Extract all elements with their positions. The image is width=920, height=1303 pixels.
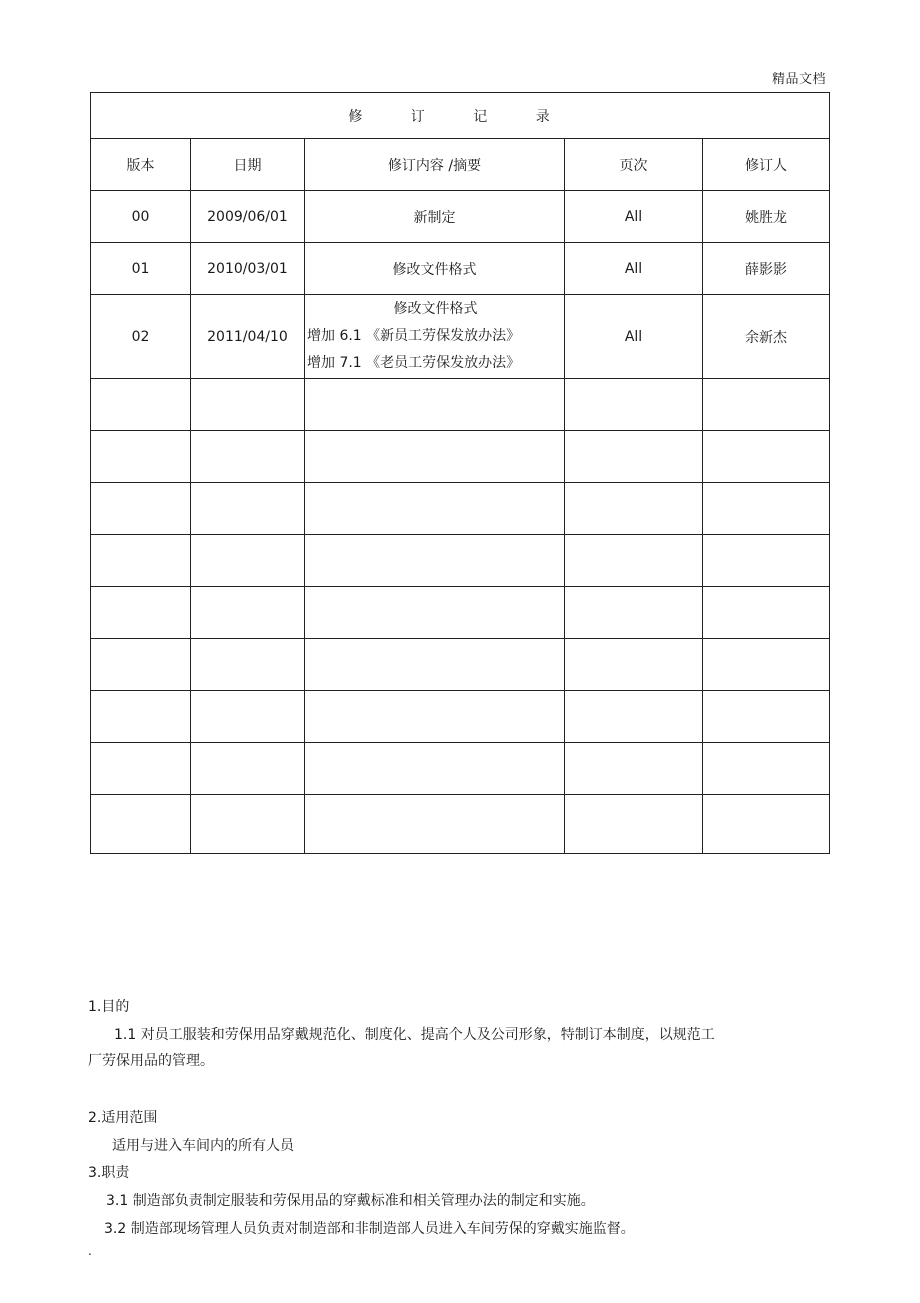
table-row	[91, 243, 830, 295]
revision-record-table	[90, 92, 830, 854]
table-row	[91, 191, 830, 243]
cell-pages: All	[565, 243, 703, 295]
empty-table-row	[91, 483, 830, 535]
empty-table-row	[91, 691, 830, 743]
section-1-paragraph-line: 厂劳保用品的管理。	[88, 1053, 214, 1069]
header-watermark-text: 精品文档	[771, 72, 826, 87]
cell-version: 02	[91, 295, 191, 379]
cell-summary: 新制定	[305, 191, 565, 243]
section-3-item: 3.1 制造部负责制定服装和劳保用品的穿戴标准和相关管理办法的制定和实施。	[106, 1193, 595, 1209]
section-1-paragraph-line: 1.1 对员工服装和劳保用品穿戴规范化、制度化、提高个人及公司形象，特制订本制度，以规范工	[114, 1027, 715, 1043]
summary-line: 增加 7.1 《老员工劳保发放办法》	[307, 355, 521, 371]
section-1-heading: 1.目的	[88, 999, 130, 1015]
table-header-row	[91, 139, 830, 191]
section-2-paragraph: 适用与进入车间内的所有人员	[112, 1138, 294, 1154]
cell-reviser: 姚胜龙	[703, 191, 830, 243]
cell-reviser: 薛影影	[703, 243, 830, 295]
cell-date: 2010/03/01	[191, 243, 305, 295]
column-header-pages: 页次	[565, 139, 703, 191]
section-3-heading: 3.职责	[88, 1165, 130, 1181]
column-header-version: 版本	[91, 139, 191, 191]
cell-summary: 修改文件格式	[305, 243, 565, 295]
empty-table-row	[91, 639, 830, 691]
empty-table-row	[91, 743, 830, 795]
empty-table-row	[91, 379, 830, 431]
cell-version: 00	[91, 191, 191, 243]
cell-date: 2011/04/10	[191, 295, 305, 379]
section-3-item: 3.2 制造部现场管理人员负责对制造部和非制造部人员进入车间劳保的穿戴实施监督。	[104, 1221, 635, 1237]
cell-pages: All	[565, 191, 703, 243]
table-row	[91, 295, 830, 379]
cell-date: 2009/06/01	[191, 191, 305, 243]
summary-line: 修改文件格式	[393, 301, 478, 317]
empty-table-row	[91, 431, 830, 483]
column-header-date: 日期	[191, 139, 305, 191]
footer-mark: .	[88, 1244, 92, 1258]
empty-table-row	[91, 535, 830, 587]
cell-summary	[305, 295, 565, 379]
cell-version: 01	[91, 243, 191, 295]
summary-line: 增加 6.1 《新员工劳保发放办法》	[307, 328, 521, 344]
cell-pages: All	[565, 295, 703, 379]
cell-reviser: 余新杰	[703, 295, 830, 379]
column-header-reviser: 修订人	[703, 139, 830, 191]
table-title: 修 订 记 录	[91, 93, 830, 139]
section-2-heading: 2.适用范围	[88, 1110, 158, 1126]
empty-table-row	[91, 587, 830, 639]
empty-table-row	[91, 795, 830, 854]
column-header-summary: 修订内容 /摘要	[305, 139, 565, 191]
